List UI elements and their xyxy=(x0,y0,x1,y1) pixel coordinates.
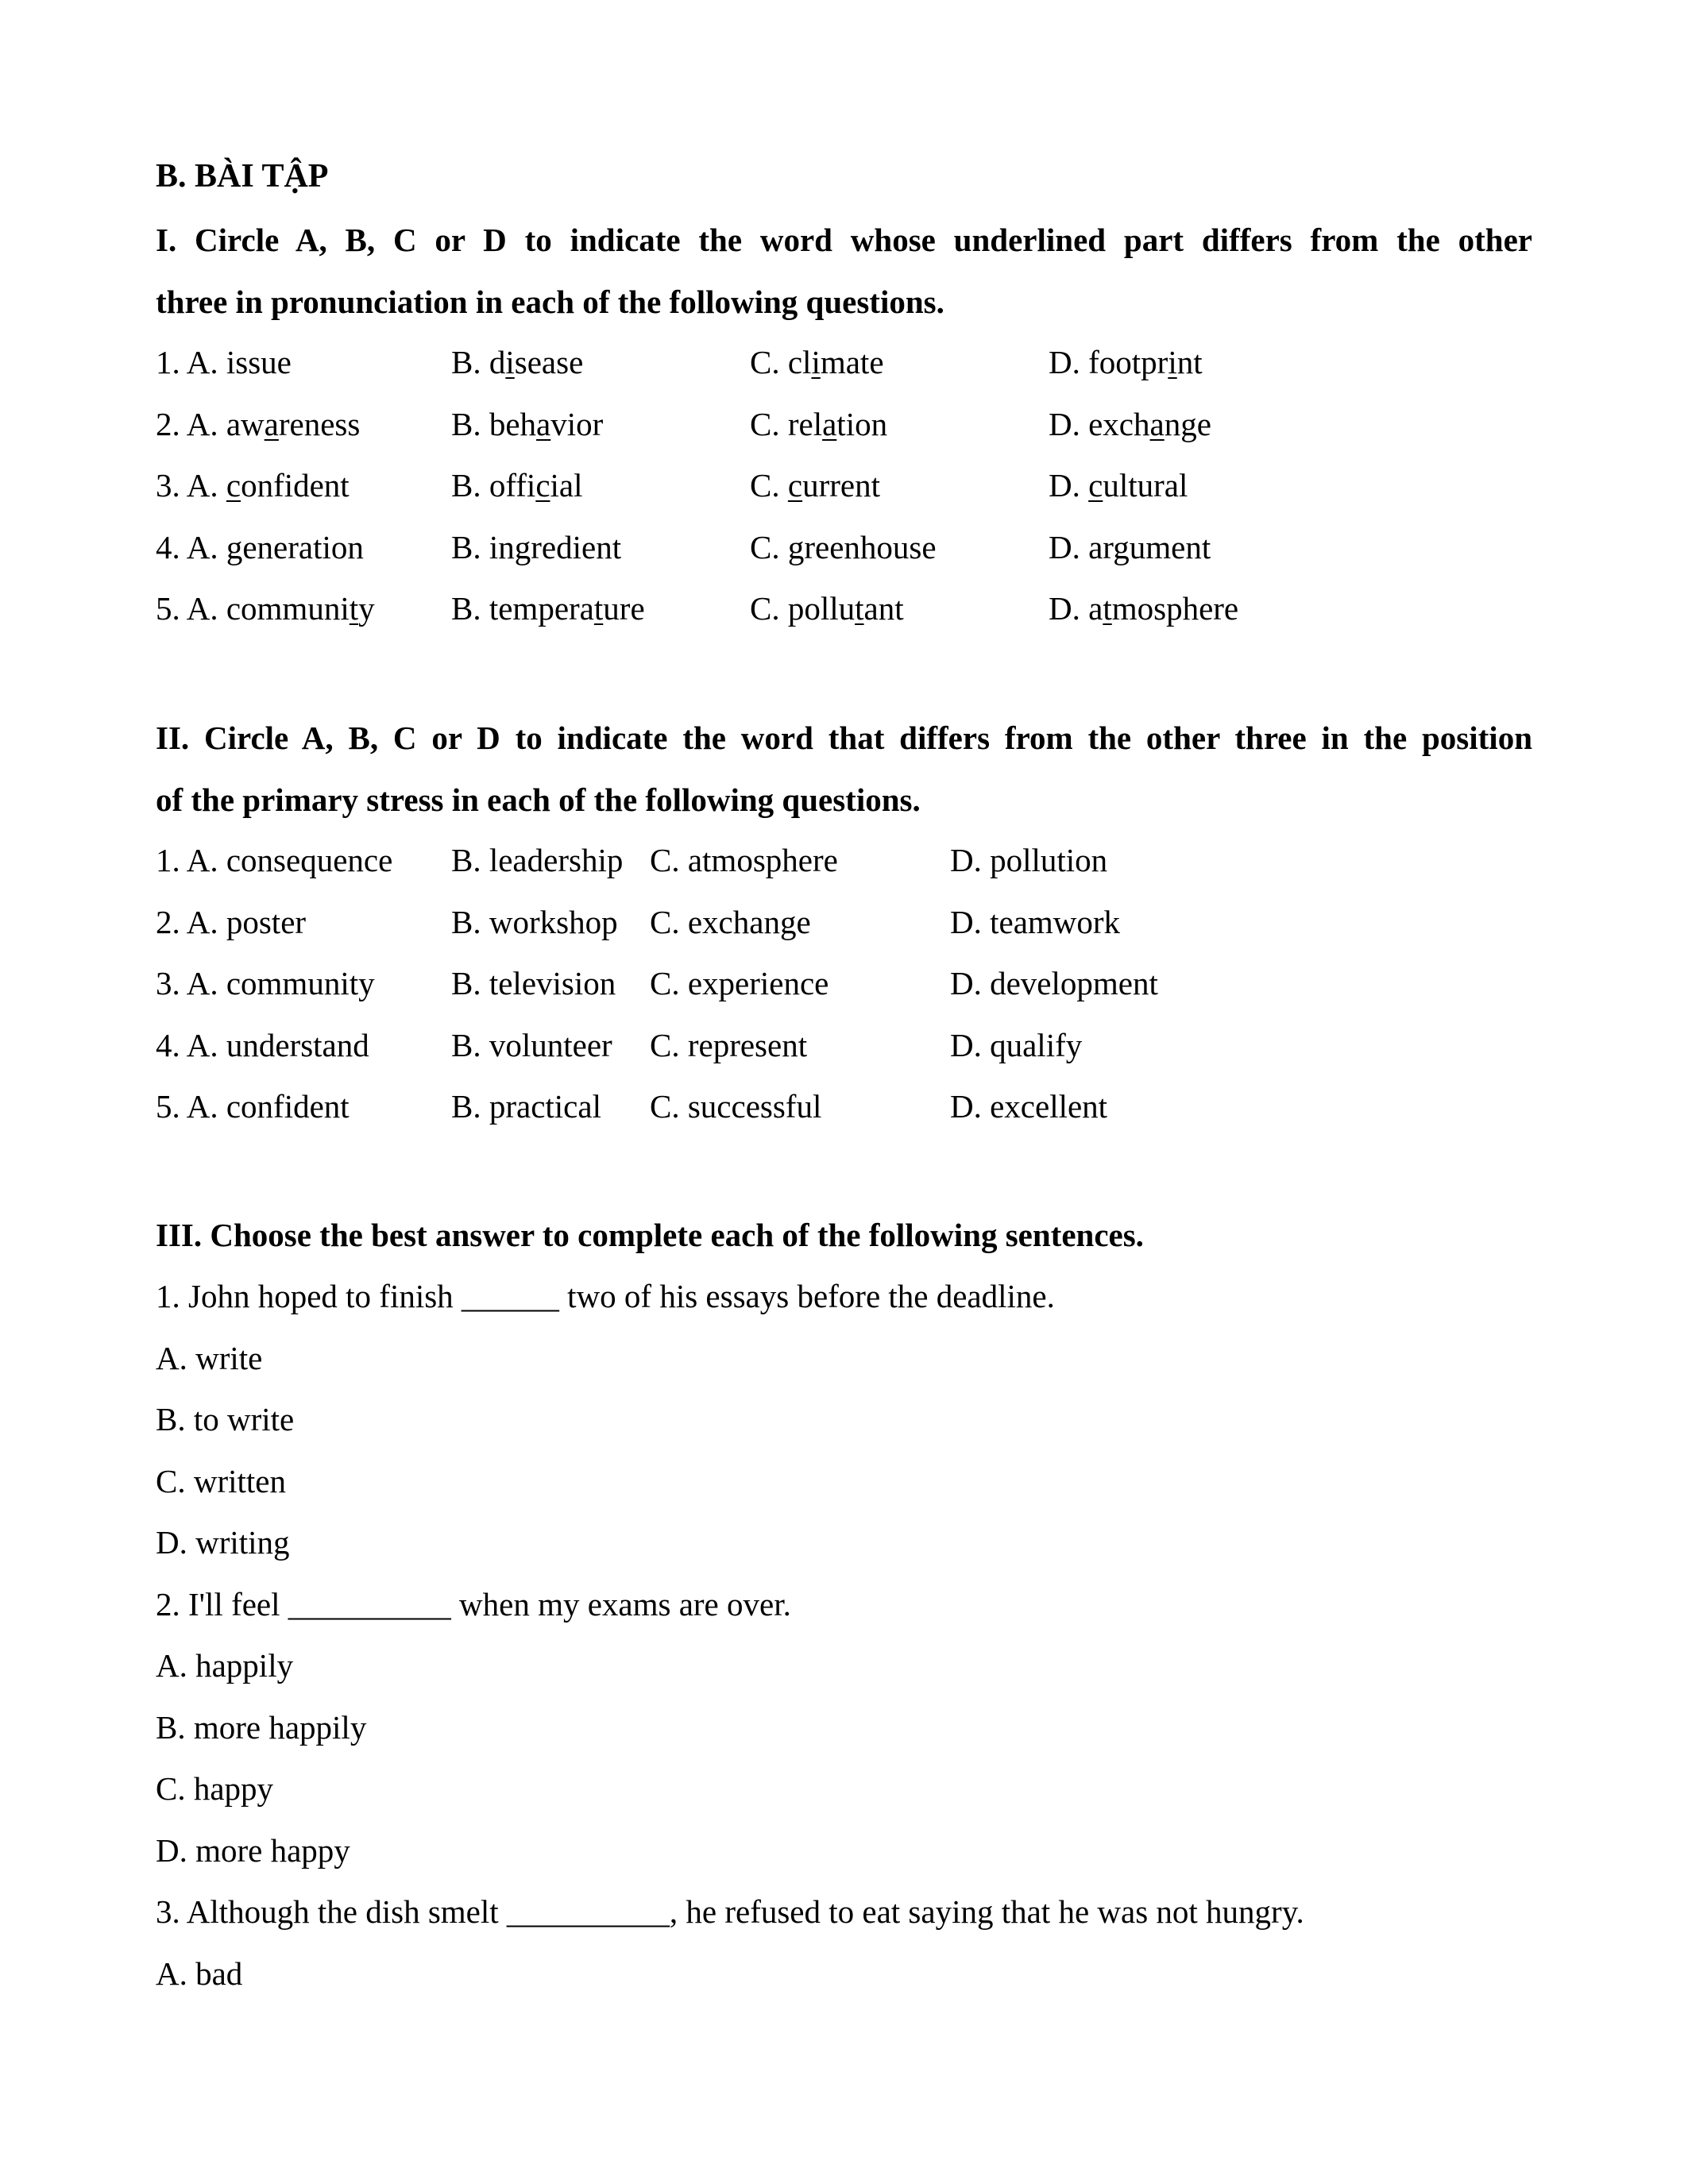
part-3-option[interactable]: A. bad xyxy=(156,1954,243,1992)
section-title: B. BÀI TẬP xyxy=(156,158,329,195)
underlined-letter: g xyxy=(787,528,805,565)
part-2-option[interactable]: 2. A. poster xyxy=(156,903,307,940)
part-1-option[interactable]: D. footprint xyxy=(1049,344,1203,380)
part-1-question-row xyxy=(0,343,1688,381)
part-2-option[interactable]: 1. A. consequence xyxy=(156,842,393,878)
underlined-letter: c xyxy=(535,467,550,504)
part-3-question: 2. I'll feel __________ when my exams are over. xyxy=(156,1585,791,1623)
part-2-option[interactable]: B. leadership xyxy=(451,842,624,878)
underlined-letter: c xyxy=(1088,467,1103,504)
underlined-letter: t xyxy=(855,590,864,627)
underlined-letter: c xyxy=(787,467,803,504)
part-2-option[interactable]: C. exchange xyxy=(650,903,811,940)
part-1-option[interactable]: D. cultural xyxy=(1049,467,1188,504)
part-1-instruction-line-1: I. Circle A, B, C or D to indicate the word whose underlined part differs from the other xyxy=(156,222,1532,258)
part-2-question-row xyxy=(0,903,1688,941)
part-2-option[interactable]: 4. A. understand xyxy=(156,1026,369,1063)
part-2-option[interactable]: D. pollution xyxy=(950,842,1108,878)
underlined-letter: i xyxy=(505,344,515,380)
part-3-option[interactable]: A. write xyxy=(156,1339,263,1376)
part-2-option[interactable]: B. volunteer xyxy=(451,1026,612,1063)
part-3-option[interactable]: D. more happy xyxy=(156,1831,350,1869)
part-1-option[interactable]: C. climate xyxy=(750,344,884,380)
part-2-question-row xyxy=(0,964,1688,1002)
underlined-letter: a xyxy=(822,405,837,442)
part-1-option[interactable]: C. current xyxy=(750,467,880,504)
underlined-letter: a xyxy=(536,405,551,442)
part-2-option[interactable]: D. qualify xyxy=(950,1026,1083,1063)
part-1-option[interactable]: C. pollutant xyxy=(750,590,904,627)
part-1-option[interactable]: D. atmosphere xyxy=(1049,590,1239,627)
part-3-question: 3. Although the dish smelt __________, he refused to eat saying that he was not hungry. xyxy=(156,1893,1304,1930)
part-1-option[interactable]: B. temperature xyxy=(451,590,645,627)
part-2-option[interactable]: D. development xyxy=(950,965,1158,1001)
part-2-option[interactable]: D. teamwork xyxy=(950,903,1121,940)
underlined-letter: t xyxy=(1103,590,1112,627)
underlined-letter: c xyxy=(226,467,241,504)
underlined-letter: t xyxy=(349,590,359,627)
part-3-option[interactable]: C. happy xyxy=(156,1770,274,1807)
part-2-question-row xyxy=(0,1087,1688,1125)
part-2-option[interactable]: C. atmosphere xyxy=(650,842,838,878)
underlined-letter: i xyxy=(811,344,821,380)
part-2-option[interactable]: 5. A. confident xyxy=(156,1088,350,1125)
part-3-option[interactable]: A. happily xyxy=(156,1647,294,1684)
part-2-option[interactable]: B. practical xyxy=(451,1088,601,1125)
part-2-option[interactable]: B. workshop xyxy=(451,903,618,940)
part-1-question-row xyxy=(0,466,1688,504)
part-1-question-row xyxy=(0,405,1688,443)
part-2-option[interactable]: 3. A. community xyxy=(156,965,375,1001)
part-2-question-row xyxy=(0,841,1688,879)
part-3-option[interactable]: B. to write xyxy=(156,1401,295,1437)
part-1-option[interactable]: 1. A. issue xyxy=(156,344,292,380)
underlined-letter: g xyxy=(1113,528,1130,565)
part-2-option[interactable]: B. television xyxy=(451,965,616,1001)
underlined-letter: t xyxy=(593,590,604,627)
part-1-option[interactable]: B. disease xyxy=(451,344,584,380)
part-1-option[interactable]: 2. A. awareness xyxy=(156,405,361,442)
part-1-option[interactable]: 5. A. community xyxy=(156,590,375,627)
part-1-option[interactable]: C. greenhouse xyxy=(750,528,937,565)
part-2-option[interactable]: D. excellent xyxy=(950,1088,1108,1125)
part-1-option[interactable]: B. behavior xyxy=(451,405,604,442)
part-2-instruction-line-2: of the primary stress in each of the following questions. xyxy=(156,781,921,818)
part-1-option[interactable]: B. ingredient xyxy=(451,528,622,565)
part-3-option[interactable]: C. written xyxy=(156,1462,286,1499)
part-2-question-row xyxy=(0,1026,1688,1064)
part-1-option[interactable]: C. relation xyxy=(750,405,888,442)
underlined-letter: a xyxy=(1149,405,1165,442)
part-1-option[interactable]: 3. A. confident xyxy=(156,467,350,504)
part-1-option[interactable]: 4. A. generation xyxy=(156,528,364,565)
part-1-question-row xyxy=(0,528,1688,566)
part-2-option[interactable]: C. represent xyxy=(650,1026,808,1063)
part-3-option[interactable]: B. more happily xyxy=(156,1708,367,1746)
part-3-option[interactable]: D. writing xyxy=(156,1524,290,1561)
underlined-letter: g xyxy=(226,528,243,565)
part-3-instruction: III. Choose the best answer to complete each of the following sentences. xyxy=(156,1217,1144,1253)
underlined-letter: g xyxy=(514,528,531,565)
part-1-option[interactable]: D. argument xyxy=(1049,528,1211,565)
underlined-letter: a xyxy=(264,405,279,442)
part-1-question-row xyxy=(0,589,1688,627)
underlined-letter: i xyxy=(1168,344,1177,380)
part-1-instruction-line-2: three in pronunciation in each of the following questions. xyxy=(156,284,944,320)
part-2-instruction-line-1: II. Circle A, B, C or D to indicate the word that differs from the other three in the position xyxy=(156,720,1532,756)
part-2-option[interactable]: C. experience xyxy=(650,965,829,1001)
part-2-option[interactable]: C. successful xyxy=(650,1088,822,1125)
part-1-option[interactable]: B. official xyxy=(451,467,583,504)
part-1-option[interactable]: D. exchange xyxy=(1049,405,1211,442)
part-3-question: 1. John hoped to finish ______ two of his essays before the deadline. xyxy=(156,1278,1055,1314)
